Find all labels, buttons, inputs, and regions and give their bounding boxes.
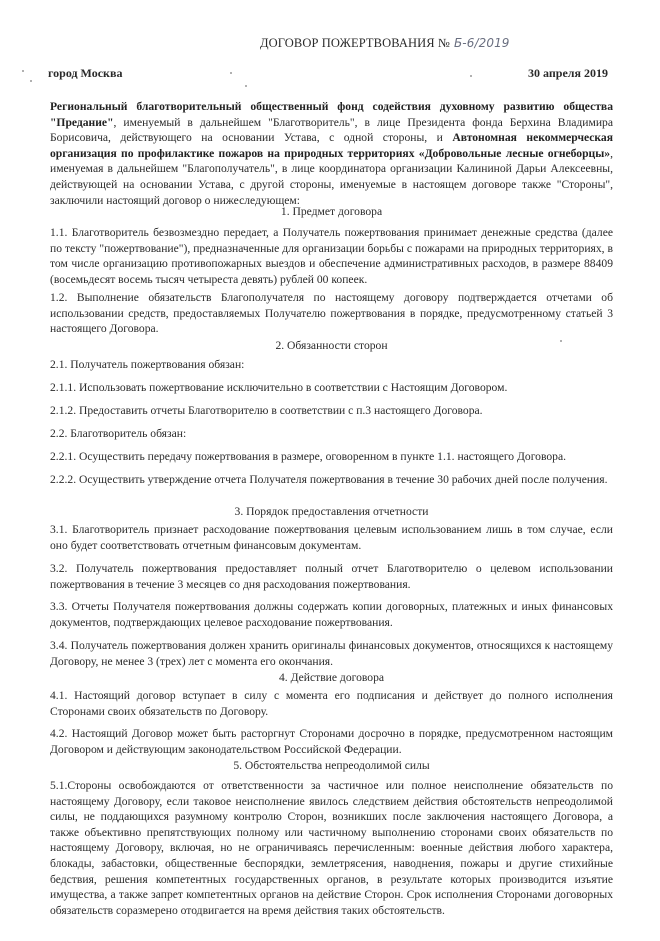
donor-name: Региональный благотворительный общественный фонд содействия духовному развитию общества "Предание" <box>50 100 613 129</box>
clause-2-1-2: 2.1.2. Предоставить отчеты Благотворителю в соответствии с п.3 настоящего Договора. <box>50 404 483 417</box>
section-heading-1: 1. Предмет договора <box>280 205 383 218</box>
contract-date: 30 апреля 2019 <box>528 66 608 80</box>
preamble <box>50 99 613 208</box>
clause-5-1: 5.1.Стороны освобождаются от ответственности за частичное или полное неисполнение обязательств по настоящему Договору, если таковое неисполнение явилось следствием действия обстоятельств непреодолимой силы, не поддающихся разумному контролю Сторон, возникших после заключения настоящего Договора, а также объективно препятствующих полному или частичному выполнению сторонами своих обязательств по настоящему Договору, включая, но не ограничиваясь перечисленным: военные действия любого характера, блокады, забастовки, общественные беспорядки, землетрясения, наводнения, пожары и другие стихийные бедствия, решения компетентных государственных органов, в результате которых производится изъятие имущества, а также запрет компетентных органов на действие Сторон. Срок исполнения Сторонами договорных обязательств соразмерено отодвигается на время действия таких обстоятельств. <box>50 779 613 917</box>
clause-1-1: 1.1. Благотворитель безвозмездно передает, а Получатель пожертвования принимает денежные средства (далее по тексту "пожертвование"), предназначенные для организации борьбы с пожарами на природных территориях, в том числе организацию противопожарных выездов и обеспечение административных расходов, в размере 88409 (восемьдесят восемь тысяч четыреста девять) рублей 00 копеек. <box>50 226 613 286</box>
clause-2-2: 2.2. Благотворитель обязан: <box>50 427 187 440</box>
scan-speck <box>560 340 562 342</box>
clause-4-1: 4.1. Настоящий договор вступает в силу с момента его подписания и действует до полного исполнения Сторонами своих обязательств по Договору. <box>50 689 613 718</box>
clause-2-1: 2.1. Получатель пожертвования обязан: <box>50 358 245 371</box>
clause-2-1-1: 2.1.1. Использовать пожертвование исключительно в соответствии с Настоящим Договором. <box>50 381 508 394</box>
section-heading-5: 5. Обстоятельства непреодолимой силы <box>233 759 430 772</box>
clause-1-2: 1.2. Выполнение обязательств Благополучателя по настоящему договору подтверждается отчетами об использовании средств, предоставляемых Получателю пожертвования в порядке, предусмотренному статьей 3 настоящего Договора. <box>50 291 613 336</box>
clause-3-2: 3.2. Получатель пожертвования предоставляет полный отчет Благотворителю о целевом использовании пожертвования в течение 3 месяцев со дня расходования пожертвования. <box>50 562 613 591</box>
preamble-text-2: , именуемая в дальнейшем "Благополучатель", в лице координатора организации Калининой Дарьи Алексеевны, действующей на основании Устава, с другой стороны, именуемые в настоящем договоре также "Стороны", заключили настоящий договор о нижеследующем: <box>50 146 613 207</box>
clause-3-3: 3.3. Отчеты Получателя пожертвования должны содержать копии договорных, платежных и иных финансовых документов, подтверждающих целевое расходование пожертвования. <box>50 600 613 629</box>
clause-3-1: 3.1. Благотворитель признает расходование пожертвования целевым использованием лишь в том случае, если оно будет соответствовать отчетным финансовым документам. <box>50 523 613 552</box>
scan-speck <box>230 72 232 74</box>
scan-speck <box>30 80 32 82</box>
city: город Москва <box>48 66 123 80</box>
clause-2-2-2: 2.2.2. Осуществить утверждение отчета Получателя пожертвования в течение 30 рабочих дней после получения. <box>50 473 608 486</box>
document-title <box>260 36 510 51</box>
title-text: ДОГОВОР ПОЖЕРТВОВАНИЯ № <box>260 36 450 50</box>
recipient-name: Автономная некоммерческая организация по профилактике пожаров на природных территориях «Добровольные лесные огнеборцы» <box>50 131 613 160</box>
clause-3-4: 3.4. Получатель пожертвования должен хранить оригиналы финансовых документов, относящихся к настоящему Договору, не менее 3 (трех) лет с момента его окончания. <box>50 639 613 668</box>
section-heading-3: 3. Порядок предоставления отчетности <box>234 505 429 518</box>
scan-speck <box>470 75 472 77</box>
scan-speck <box>245 85 247 87</box>
contract-number-handwritten: Б-6/2019 <box>453 36 510 50</box>
section-heading-4: 4. Действие договора <box>278 671 385 684</box>
section-heading-2: 2. Обязанности сторон <box>275 339 388 352</box>
clause-4-2: 4.2. Настоящий Договор может быть расторгнут Сторонами досрочно в порядке, предусмотренном настоящим Договором и действующим законодательством Российской Федерации. <box>50 727 613 756</box>
clause-2-2-1: 2.2.1. Осуществить передачу пожертвования в размере, оговоренном в пункте 1.1. настоящего Договора. <box>50 450 567 463</box>
preamble-text-1: , именуемый в дальнейшем "Благотворитель", в лице Президента фонда Берхина Владимира Борисовича, действующего на основании Устава, с одной стороны, и <box>50 115 613 145</box>
preamble-paragraph <box>50 99 613 208</box>
scan-speck <box>22 70 24 72</box>
